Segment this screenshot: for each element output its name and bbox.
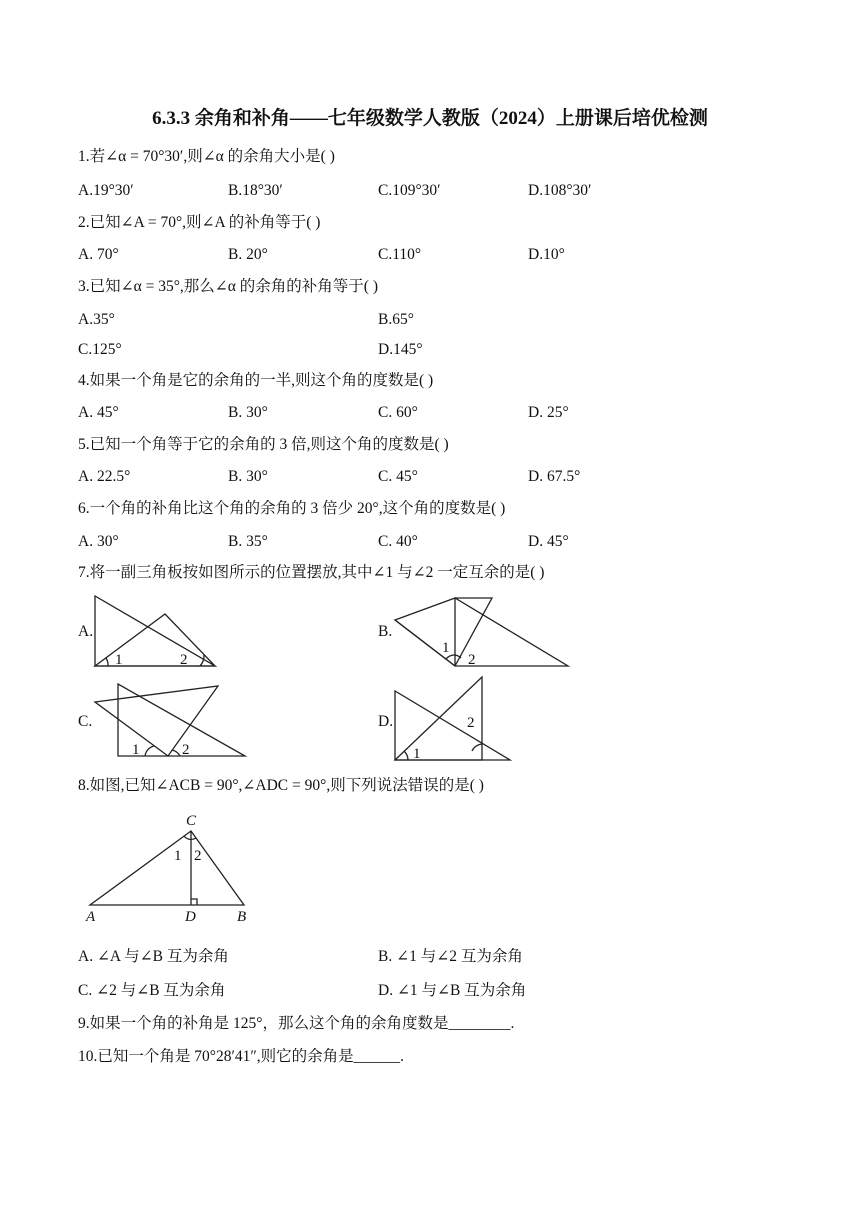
figure-7a — [90, 592, 220, 672]
question-6-stem: 6.一个角的补角比这个角的余角的 3 倍少 20°,这个角的度数是( ) — [78, 500, 506, 517]
question-8-option-c: C. ∠2 与∠B 互为余角 — [78, 982, 226, 999]
question-4-option-b: B. 30° — [228, 404, 268, 421]
figure-7b-triangle-1 — [395, 598, 568, 666]
question-6-option-d: D. 45° — [528, 533, 569, 550]
figure-8-right-angle-mark — [191, 899, 197, 905]
page-title: 6.3.3 余角和补角——七年级数学人教版（2024）上册课后培优检测 — [152, 108, 708, 129]
question-4-option-a: A. 45° — [78, 404, 119, 421]
figure-7a-label-2: 2 — [180, 652, 188, 668]
figure-8 — [80, 808, 270, 928]
question-3-option-b: B.65° — [378, 311, 414, 328]
question-3-stem: 3.已知∠α = 35°,那么∠α 的余角的补角等于( ) — [78, 278, 378, 295]
question-1-stem: 1.若∠α = 70°30′,则∠α 的余角大小是( ) — [78, 148, 335, 165]
figure-7c-label-2: 2 — [182, 742, 190, 758]
figure-8-label-2: 2 — [194, 848, 202, 864]
question-1-option-c: C.109°30′ — [378, 182, 441, 199]
question-4-option-d: D. 25° — [528, 404, 569, 421]
question-2-stem: 2.已知∠A = 70°,则∠A 的补角等于( ) — [78, 214, 321, 231]
question-3-option-a: A.35° — [78, 311, 115, 328]
question-6-option-b: B. 35° — [228, 533, 268, 550]
question-6-option-c: C. 40° — [378, 533, 418, 550]
question-5-stem: 5.已知一个角等于它的余角的 3 倍,则这个角的度数是( ) — [78, 436, 449, 453]
figure-7a-angle2-arc — [200, 655, 204, 666]
figure-7d — [390, 675, 520, 765]
figure-7c-angle1-arc — [145, 746, 154, 756]
figure-7b — [390, 592, 575, 672]
figure-8-label-1: 1 — [174, 848, 182, 864]
figure-7a-triangle-2 — [95, 614, 215, 666]
figure-7c — [90, 680, 250, 760]
question-1-option-b: B.18°30′ — [228, 182, 283, 199]
question-3-option-d: D.145° — [378, 341, 423, 358]
figure-7d-label-1: 1 — [413, 746, 421, 762]
question-1-option-a: A.19°30′ — [78, 182, 134, 199]
question-8-stem: 8.如图,已知∠ACB = 90°,∠ADC = 90°,则下列说法错误的是( ) — [78, 777, 484, 794]
figure-7c-angle2-arc — [172, 750, 180, 756]
figure-8-label-c: C — [186, 813, 197, 829]
figure-7c-label-1: 1 — [132, 742, 140, 758]
question-6-option-a: A. 30° — [78, 533, 119, 550]
question-5-option-d: D. 67.5° — [528, 468, 581, 485]
question-7-option-c: C. — [78, 713, 93, 730]
figure-7c-triangle-2 — [95, 686, 218, 756]
question-7-stem: 7.将一副三角板按如图所示的位置摆放,其中∠1 与∠2 一定互余的是( ) — [78, 564, 545, 581]
figure-8-label-d: D — [185, 909, 196, 925]
question-7-option-a: A. — [78, 623, 94, 640]
question-9-stem: 9.如果一个角的补角是 125°，那么这个角的余角度数是________. — [78, 1015, 515, 1032]
question-1-option-d: D.108°30′ — [528, 182, 592, 199]
figure-8-label-b: B — [237, 909, 247, 925]
question-2-option-a: A. 70° — [78, 246, 119, 263]
question-8-option-a: A. ∠A 与∠B 互为余角 — [78, 948, 229, 965]
question-7-option-d: D. — [378, 713, 394, 730]
question-8-option-d: D. ∠1 与∠B 互为余角 — [378, 982, 527, 999]
question-2-option-d: D.10° — [528, 246, 565, 263]
figure-7d-label-2: 2 — [467, 715, 475, 731]
question-2-option-c: C.110° — [378, 246, 422, 263]
question-10-stem: 10.已知一个角是 70°28′41″,则它的余角是______. — [78, 1048, 405, 1065]
question-4-stem: 4.如果一个角是它的余角的一半,则这个角的度数是( ) — [78, 372, 434, 389]
question-8-option-b: B. ∠1 与∠2 互为余角 — [378, 948, 523, 965]
figure-8-triangle-acb — [90, 831, 244, 905]
question-5-option-b: B. 30° — [228, 468, 268, 485]
question-4-option-c: C. 60° — [378, 404, 418, 421]
figure-7d-angle1-arc — [404, 751, 408, 760]
question-5-option-c: C. 45° — [378, 468, 418, 485]
question-7-option-b: B. — [378, 623, 393, 640]
figure-8-label-a: A — [86, 909, 96, 925]
figure-7a-angle1-arc — [106, 658, 108, 666]
figure-7d-angle2-arc — [472, 744, 482, 751]
figure-7a-label-1: 1 — [115, 652, 123, 668]
figure-7b-label-2: 2 — [468, 652, 476, 668]
question-5-option-a: A. 22.5° — [78, 468, 131, 485]
figure-7b-label-1: 1 — [442, 640, 450, 656]
question-2-option-b: B. 20° — [228, 246, 268, 263]
figure-7a-right-triangle — [95, 596, 215, 666]
question-3-option-c: C.125° — [78, 341, 122, 358]
